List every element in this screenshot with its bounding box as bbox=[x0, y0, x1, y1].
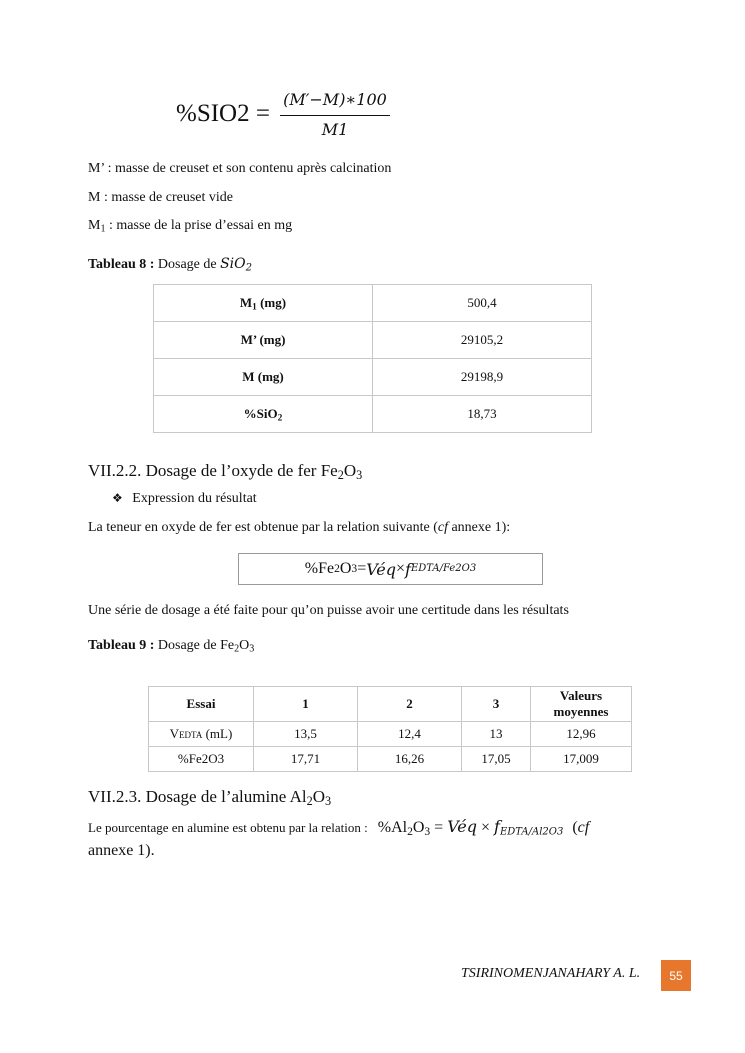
table-cell-label: VEDTA (mL) bbox=[149, 722, 254, 747]
table-header-row bbox=[149, 687, 632, 722]
tableau9-caption: Tableau 9 : Dosage de $Fe_2O_3$ bbox=[88, 638, 255, 655]
table-row bbox=[154, 322, 592, 359]
definition-m1: $M_1$ : masse de la prise d’essai en mg bbox=[88, 218, 293, 235]
table-cell-value: 17,05 bbox=[462, 747, 531, 772]
formula-sio2 bbox=[176, 90, 396, 142]
al-paragraph-line2: annexe 1). bbox=[88, 842, 155, 859]
table-row bbox=[154, 396, 592, 433]
table-cell-value: 17,009 bbox=[531, 747, 632, 772]
table-cell-value: 16,26 bbox=[358, 747, 462, 772]
table-row bbox=[149, 747, 632, 772]
table-cell-value: 29105,2 bbox=[373, 322, 592, 359]
tableau8-caption: Tableau 8 : Dosage de SiO$_2$ bbox=[88, 256, 253, 274]
fe-intro-text: La teneur en oxyde de fer est obtenue par la relation suivante (cf annexe 1): bbox=[88, 520, 511, 535]
formula-sio2-denominator: M1 bbox=[321, 120, 349, 139]
table-cell-value: 18,73 bbox=[373, 396, 592, 433]
table-cell-value: 13 bbox=[462, 722, 531, 747]
table-cell-label: M’ (mg) bbox=[154, 322, 373, 359]
table-row bbox=[149, 722, 632, 747]
table-header-cell: 1 bbox=[254, 687, 358, 722]
table-cell-value: 12,96 bbox=[531, 722, 632, 747]
serie-text: Une série de dosage a été faite pour qu’on puisse avoir une certitude dans les résultats bbox=[88, 603, 569, 618]
diamond-bullet-icon: ❖ bbox=[112, 491, 123, 505]
table-cell-label: $M_1$ (mg) bbox=[154, 285, 373, 322]
table-cell-label: %SiO$_2$ bbox=[154, 396, 373, 433]
section-heading-al: VII.2.3. Dosage de l’alumine $Al_2O_3$ bbox=[88, 787, 332, 809]
table-header-cell: 2 bbox=[358, 687, 462, 722]
table-cell-value: 29198,9 bbox=[373, 359, 592, 396]
formula-sio2-numerator: (M′−M)∗100 bbox=[283, 90, 387, 109]
table-row bbox=[154, 359, 592, 396]
table-cell-value: 17,71 bbox=[254, 747, 358, 772]
fraction-bar bbox=[280, 115, 390, 116]
definition-m: M : masse de creuset vide bbox=[88, 190, 234, 205]
page-number: 55 bbox=[661, 960, 691, 991]
table-cell-value: 500,4 bbox=[373, 285, 592, 322]
table-cell-label: M (mg) bbox=[154, 359, 373, 396]
table-cell-label: %Fe2O3 bbox=[149, 747, 254, 772]
table-header-cell: Valeurs moyennes bbox=[531, 687, 632, 722]
section-heading-fe: VII.2.2. Dosage de l’oxyde de fer $Fe_2O_3$ bbox=[88, 461, 363, 483]
table-cell-value: 12,4 bbox=[358, 722, 462, 747]
tableau9-table bbox=[148, 686, 632, 772]
tableau8-table bbox=[153, 284, 592, 433]
table-cell-value: 13,5 bbox=[254, 722, 358, 747]
formula-sio2-lhs: %SIO2 = bbox=[176, 100, 270, 127]
table-header-cell: Essai bbox=[149, 687, 254, 722]
table-header-cell: 3 bbox=[462, 687, 531, 722]
definition-m-prime: M’ : masse de creuset et son contenu après calcination bbox=[88, 161, 392, 176]
al-paragraph-line1: Le pourcentage en alumine est obtenu par la relation : $\%Al_2O_3$ = Véq × $f_{EDTA/Al2O3}$ (cf bbox=[88, 817, 590, 838]
table-row bbox=[154, 285, 592, 322]
footer-author: TSIRINOMENJANAHARY A. L. bbox=[461, 966, 641, 981]
bullet-item: ❖ Expression du résultat bbox=[112, 491, 257, 506]
formula-fe-box: %Fe 2 O 3 = Véq × f EDTA/Fe2O3 bbox=[238, 553, 543, 585]
